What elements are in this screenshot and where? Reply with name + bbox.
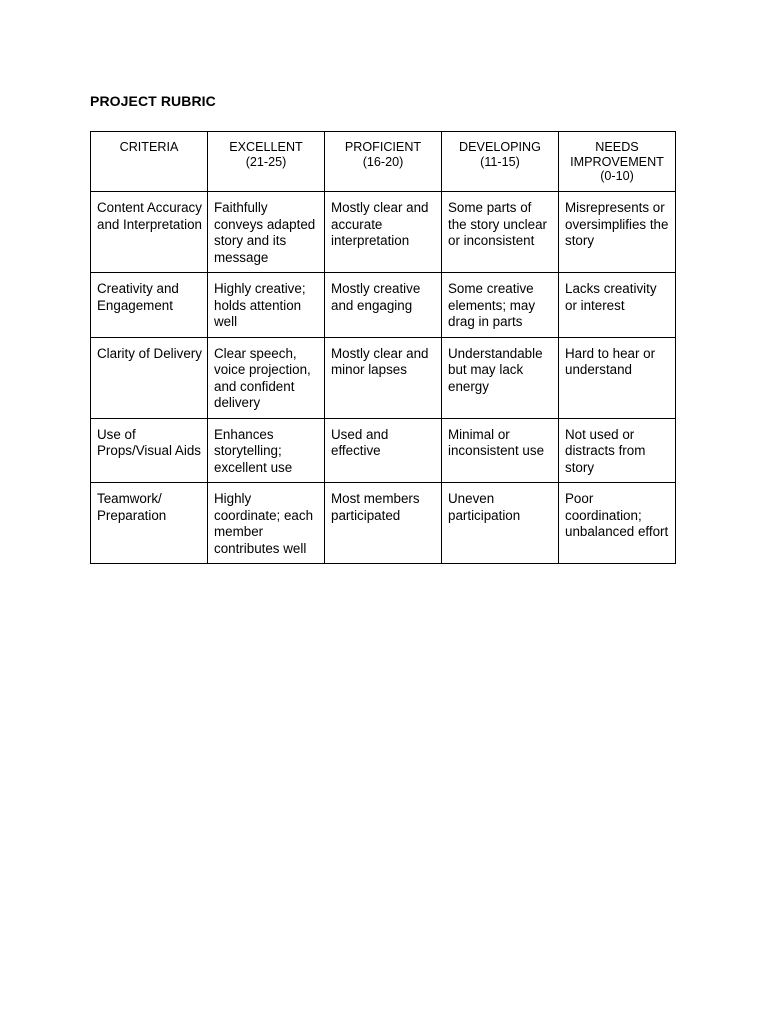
header-needs-improvement-range: (0-10) xyxy=(600,169,634,183)
developing-cell: Some parts of the story unclear or inconsistent xyxy=(442,192,559,273)
table-row xyxy=(91,337,676,418)
developing-cell: Minimal or inconsistent use xyxy=(442,418,559,483)
needs-improvement-cell: Hard to hear or understand xyxy=(559,337,676,418)
table-header-row xyxy=(91,132,676,192)
proficient-cell: Mostly clear and accurate interpretation xyxy=(325,192,442,273)
excellent-cell: Clear speech, voice projection, and confident delivery xyxy=(208,337,325,418)
developing-cell: Some creative elements; may drag in parts xyxy=(442,273,559,338)
criteria-cell: Creativity and Engagement xyxy=(91,273,208,338)
header-developing-range: (11-15) xyxy=(480,154,520,169)
excellent-cell: Faithfully conveys adapted story and its message xyxy=(208,192,325,273)
header-needs-improvement xyxy=(559,132,676,192)
criteria-cell: Clarity of Delivery xyxy=(91,337,208,418)
header-needs-improvement-label: NEEDS IMPROVEMENT xyxy=(570,140,664,169)
table-row xyxy=(91,418,676,483)
needs-improvement-cell: Misrepresents or oversimplifies the story xyxy=(559,192,676,273)
criteria-cell: Teamwork/ Preparation xyxy=(91,483,208,564)
proficient-cell: Mostly creative and engaging xyxy=(325,273,442,338)
proficient-cell: Most members participated xyxy=(325,483,442,564)
header-excellent xyxy=(208,132,325,192)
document-title: PROJECT RUBRIC xyxy=(90,93,216,109)
needs-improvement-cell: Not used or distracts from story xyxy=(559,418,676,483)
table-row xyxy=(91,483,676,564)
header-excellent-range: (21-25) xyxy=(245,154,287,169)
excellent-cell: Highly coordinate; each member contributes well xyxy=(208,483,325,564)
proficient-cell: Used and effective xyxy=(325,418,442,483)
header-criteria xyxy=(91,132,208,192)
developing-cell: Understandable but may lack energy xyxy=(442,337,559,418)
header-developing xyxy=(442,132,559,192)
header-proficient-label: PROFICIENT xyxy=(344,140,422,154)
criteria-cell: Use of Props/Visual Aids xyxy=(91,418,208,483)
header-proficient xyxy=(325,132,442,192)
developing-cell: Uneven participation xyxy=(442,483,559,564)
needs-improvement-cell: Poor coordination; unbalanced effort xyxy=(559,483,676,564)
excellent-cell: Highly creative; holds attention well xyxy=(208,273,325,338)
header-criteria-label: CRITERIA xyxy=(119,140,179,154)
table-row xyxy=(91,192,676,273)
header-excellent-label: EXCELLENT xyxy=(229,140,303,154)
table-row xyxy=(91,273,676,338)
excellent-cell: Enhances storytelling; excellent use xyxy=(208,418,325,483)
needs-improvement-cell: Lacks creativity or interest xyxy=(559,273,676,338)
criteria-cell: Content Accuracy and Interpretation xyxy=(91,192,208,273)
header-proficient-range: (16-20) xyxy=(362,154,404,169)
header-developing-label: DEVELOPING xyxy=(459,140,541,154)
proficient-cell: Mostly clear and minor lapses xyxy=(325,337,442,418)
rubric-table xyxy=(90,131,676,564)
